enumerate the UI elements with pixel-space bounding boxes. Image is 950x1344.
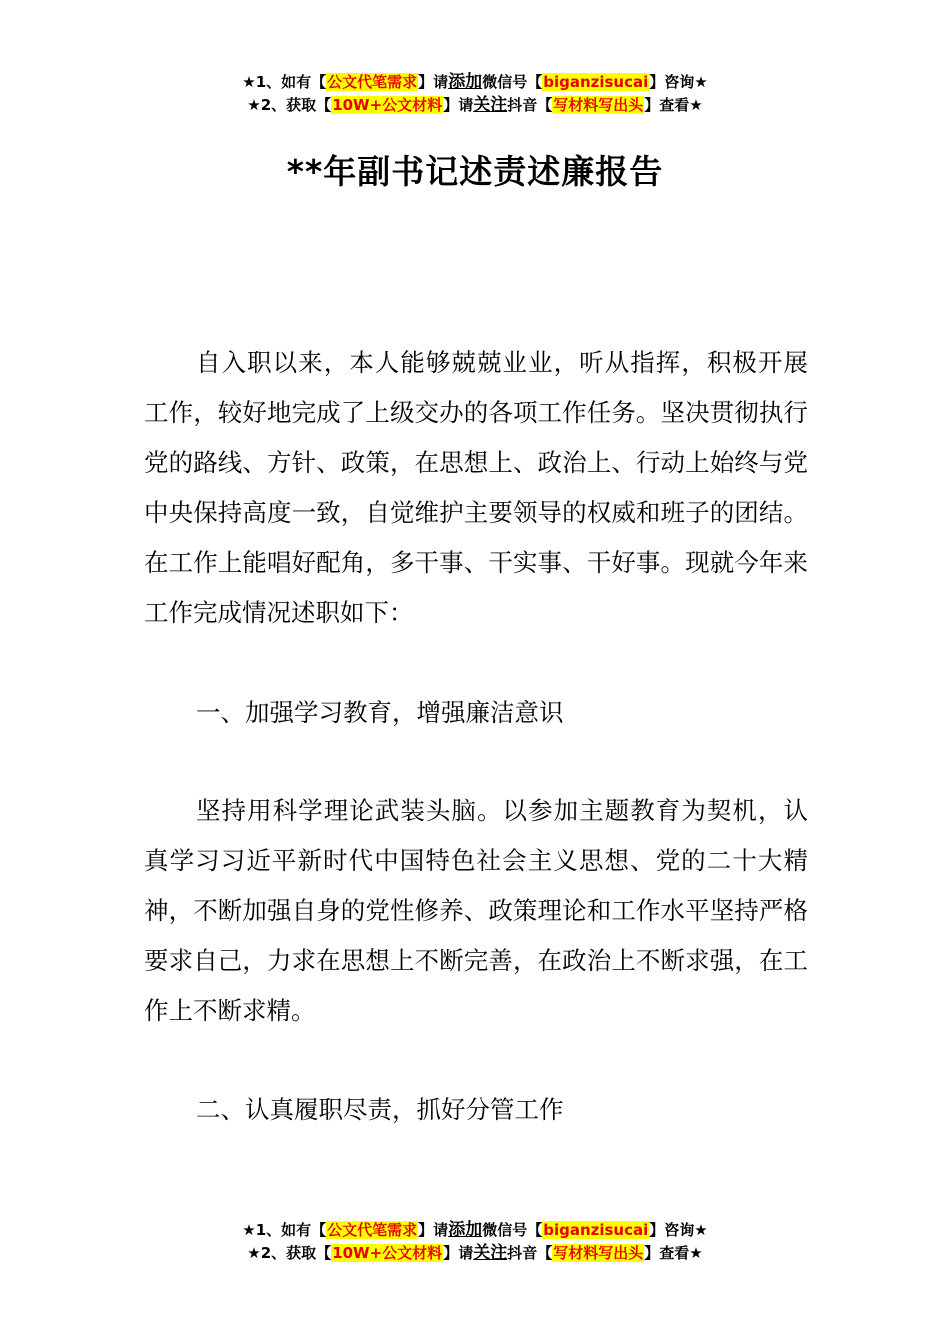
banner-text: 】请: [418, 1221, 449, 1239]
underlined-action: 添加: [448, 1220, 483, 1240]
underlined-action: 关注: [473, 95, 508, 115]
section-heading-1: 一、加强学习教育，增强廉洁意识: [196, 698, 564, 727]
banner-text: 抖音【: [507, 96, 553, 114]
banner-text: 】请: [443, 1244, 474, 1262]
banner-text: 】咨询★: [649, 1221, 708, 1239]
banner-text: 】请: [418, 73, 449, 91]
highlight-materials: 10W+公文材料: [332, 1244, 443, 1262]
banner-line-1: [0, 71, 950, 94]
banner-text: ★1、如有【: [242, 73, 327, 91]
banner-text: ★2、获取【: [247, 1244, 332, 1262]
highlight-service: 公文代笔需求: [327, 1221, 418, 1239]
footer-banner: [0, 1219, 950, 1265]
banner-text: ★2、获取【: [247, 96, 332, 114]
banner-text: 】请: [443, 96, 474, 114]
banner-line-1: [0, 1219, 950, 1242]
paragraph-study: 坚持用科学理论武装头脑。以参加主题教育为契机，认真学习习近平新时代中国特色社会主义思想、党的二十大精神，不断加强自身的党性修养、政策理论和工作水平坚持严格要求自己，力求在思想上不断完善，在政治上不断求强，在工作上不断求精。: [144, 796, 808, 1025]
banner-line-2: [0, 1242, 950, 1265]
document-title: **年副书记述责述廉报告: [286, 152, 664, 191]
underlined-action: 关注: [473, 1243, 508, 1263]
banner-text: 】查看★: [644, 1244, 703, 1262]
highlight-materials: 10W+公文材料: [332, 96, 443, 114]
underlined-action: 添加: [448, 72, 483, 92]
paragraph-intro: 自入职以来，本人能够兢兢业业，听从指挥，积极开展工作，较好地完成了上级交办的各项工作任务。坚决贯彻执行党的路线、方针、政策，在思想上、政治上、行动上始终与党中央保持高度一致，自觉维护主要领导的权威和班子的团结。在工作上能唱好配角，多干事、干实事、干好事。现就今年来工作完成情况述职如下：: [144, 348, 808, 627]
highlight-wechat-id: biganzisucai: [543, 1221, 649, 1239]
highlight-douyin-account: 写材料写出头: [553, 96, 644, 114]
banner-text: 微信号【: [482, 73, 543, 91]
highlight-service: 公文代笔需求: [327, 73, 418, 91]
banner-text: 】查看★: [644, 96, 703, 114]
banner-text: 抖音【: [507, 1244, 553, 1262]
highlight-wechat-id: biganzisucai: [543, 73, 649, 91]
banner-text: 】咨询★: [649, 73, 708, 91]
highlight-douyin-account: 写材料写出头: [553, 1244, 644, 1262]
banner-text: ★1、如有【: [242, 1221, 327, 1239]
banner-text: 微信号【: [482, 1221, 543, 1239]
banner-line-2: [0, 94, 950, 117]
section-heading-2: 二、认真履职尽责，抓好分管工作: [196, 1095, 564, 1124]
header-banner: [0, 71, 950, 117]
